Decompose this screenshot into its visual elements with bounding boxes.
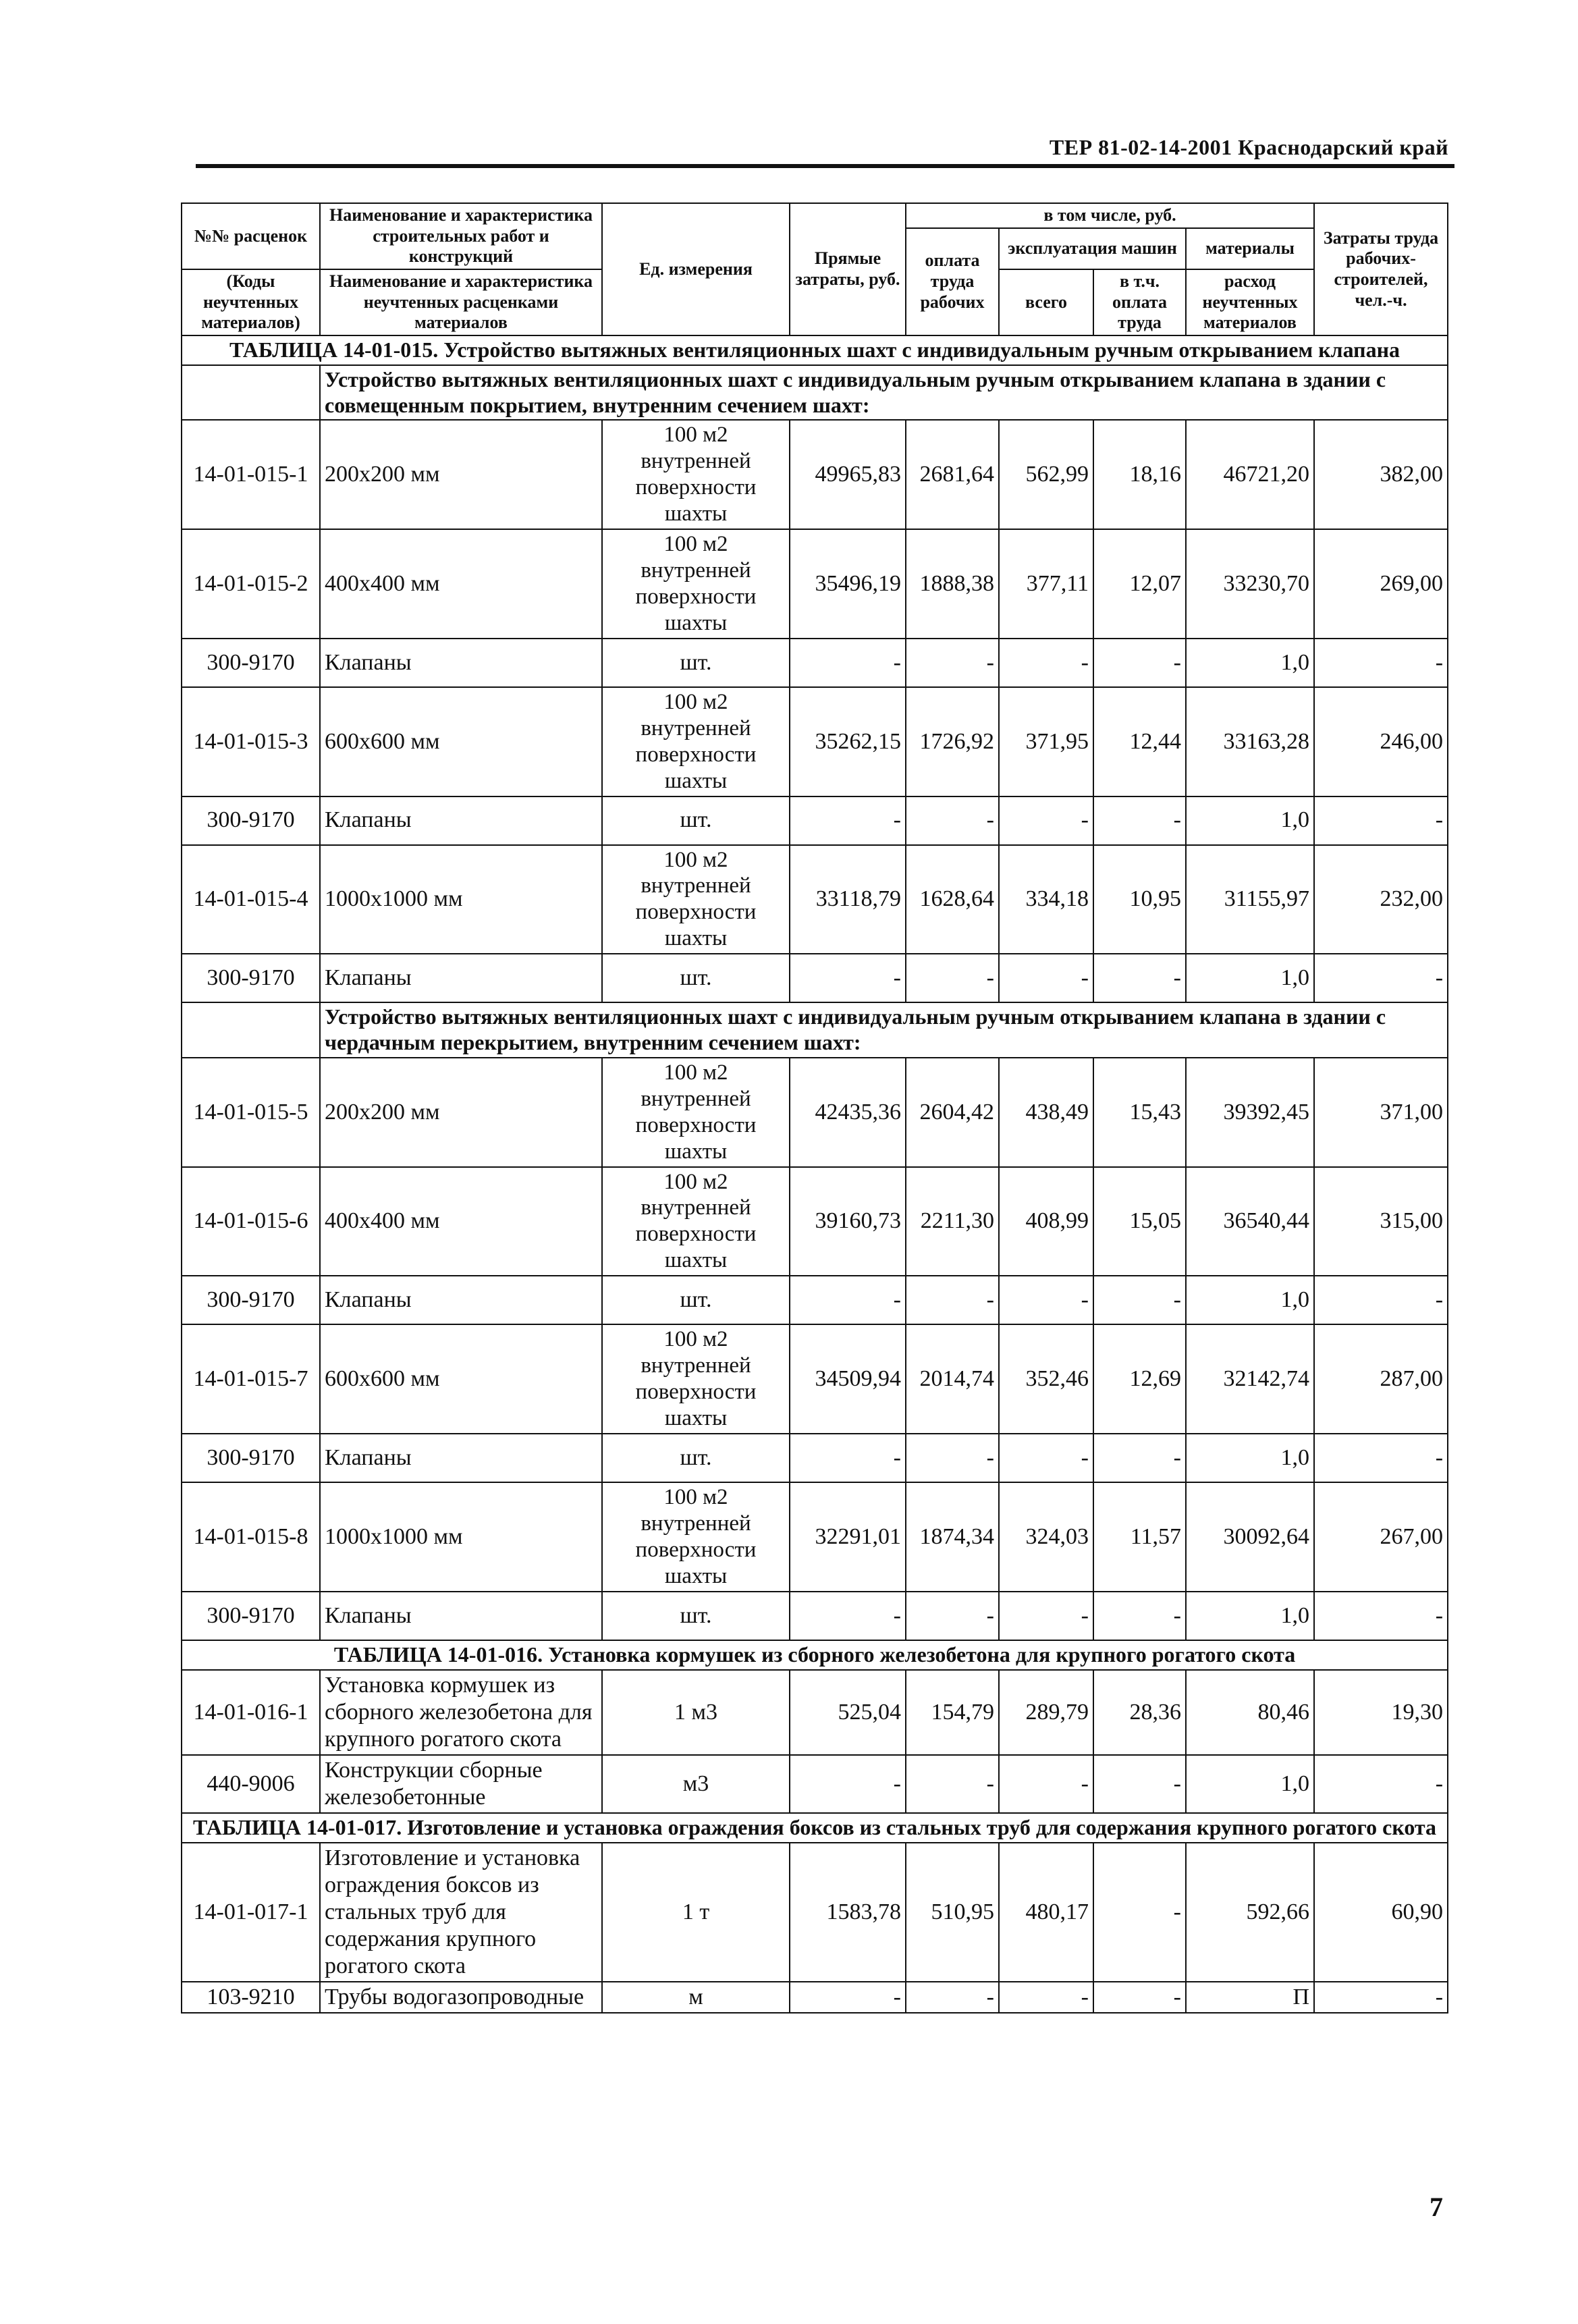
spacer-cell <box>182 1002 320 1058</box>
material-row <box>182 639 1448 687</box>
machines-total: 408,99 <box>999 1167 1093 1276</box>
direct-cost: 35262,15 <box>790 687 906 796</box>
materials: 46721,20 <box>1186 420 1314 529</box>
material-code: 300-9170 <box>182 1434 320 1482</box>
dash-cell: - <box>906 1592 999 1640</box>
labor-hours: 232,00 <box>1314 845 1448 954</box>
subsection-row <box>182 365 1448 421</box>
material-code: 300-9170 <box>182 1276 320 1324</box>
machines-labor: 28,36 <box>1093 1670 1186 1755</box>
labor-pay: 510,95 <box>906 1843 999 1982</box>
material-code: 440-9006 <box>182 1755 320 1813</box>
material-unit: шт. <box>602 1592 790 1640</box>
rate-code: 14-01-017-1 <box>182 1843 320 1982</box>
rate-unit: 100 м2 внутренней поверхности шахты <box>602 529 790 639</box>
labor-hours: 267,00 <box>1314 1482 1448 1592</box>
table-row <box>182 687 1448 796</box>
dash-cell: - <box>1314 1434 1448 1482</box>
col-machines-labor: в т.ч. оплата труда <box>1093 269 1186 335</box>
machines-labor: - <box>1093 1843 1186 1982</box>
rate-code: 14-01-015-7 <box>182 1324 320 1434</box>
col-including: в том числе, руб. <box>906 203 1314 228</box>
table-title: ТАБЛИЦА 14-01-017. Изготовление и установка ограждения боксов из стальных труб для содержания крупного рогатого скота <box>182 1813 1448 1843</box>
col-unit: Ед. измерения <box>602 203 790 335</box>
dash-cell: - <box>906 954 999 1002</box>
table-row <box>182 1670 1448 1755</box>
dash-cell: - <box>790 639 906 687</box>
dash-cell: - <box>790 1276 906 1324</box>
dash-cell: - <box>999 1434 1093 1482</box>
dash-cell: - <box>1093 1276 1186 1324</box>
material-name: Трубы водогазопроводные <box>320 1982 602 2013</box>
material-name: Клапаны <box>320 1592 602 1640</box>
dash-cell: - <box>906 639 999 687</box>
dash-cell: - <box>999 1592 1093 1640</box>
material-unit: шт. <box>602 954 790 1002</box>
dash-cell: - <box>906 796 999 845</box>
col-materials: материалы <box>1186 228 1314 269</box>
rate-name: 600х600 мм <box>320 1324 602 1434</box>
dash-cell: - <box>1314 1276 1448 1324</box>
labor-hours: 287,00 <box>1314 1324 1448 1434</box>
section-row <box>182 1640 1448 1670</box>
material-qty: П <box>1186 1982 1314 2013</box>
section-row <box>182 335 1448 365</box>
dash-cell: - <box>999 1982 1093 2013</box>
material-code: 300-9170 <box>182 954 320 1002</box>
labor-pay: 1874,34 <box>906 1482 999 1592</box>
header-rule <box>196 164 1454 168</box>
machines-labor: 11,57 <box>1093 1482 1186 1592</box>
material-name: Клапаны <box>320 1276 602 1324</box>
materials: 33163,28 <box>1186 687 1314 796</box>
rate-name: 400х400 мм <box>320 529 602 639</box>
col-code-main: №№ расценок <box>182 203 320 269</box>
dash-cell: - <box>999 1276 1093 1324</box>
labor-hours: 382,00 <box>1314 420 1448 529</box>
table-row <box>182 1482 1448 1592</box>
material-name: Клапаны <box>320 954 602 1002</box>
material-name: Клапаны <box>320 1434 602 1482</box>
rate-code: 14-01-015-4 <box>182 845 320 954</box>
labor-hours: 60,90 <box>1314 1843 1448 1982</box>
material-qty: 1,0 <box>1186 1592 1314 1640</box>
dash-cell: - <box>1093 954 1186 1002</box>
materials: 39392,45 <box>1186 1058 1314 1167</box>
labor-pay: 154,79 <box>906 1670 999 1755</box>
table-row <box>182 420 1448 529</box>
material-row <box>182 1755 1448 1813</box>
subsection-row <box>182 1002 1448 1058</box>
material-row <box>182 1592 1448 1640</box>
rate-code: 14-01-015-2 <box>182 529 320 639</box>
dash-cell: - <box>1314 796 1448 845</box>
dash-cell: - <box>1093 1755 1186 1813</box>
labor-hours: 371,00 <box>1314 1058 1448 1167</box>
col-machines: эксплуатация машин <box>999 228 1186 269</box>
subsection-title: Устройство вытяжных вентиляционных шахт с индивидуальным ручным открыванием клапана в здании с совмещенным покрытием, внутренним сечением шахт: <box>320 365 1448 421</box>
material-unit: м <box>602 1982 790 2013</box>
col-name-main: Наименование и характеристика строительных работ и конструкций <box>320 203 602 269</box>
material-row <box>182 796 1448 845</box>
materials: 33230,70 <box>1186 529 1314 639</box>
section-row <box>182 1813 1448 1843</box>
material-qty: 1,0 <box>1186 796 1314 845</box>
direct-cost: 49965,83 <box>790 420 906 529</box>
rate-name: 400х400 мм <box>320 1167 602 1276</box>
machines-total: 371,95 <box>999 687 1093 796</box>
dash-cell: - <box>999 796 1093 845</box>
material-row <box>182 1276 1448 1324</box>
direct-cost: 35496,19 <box>790 529 906 639</box>
dash-cell: - <box>1093 639 1186 687</box>
dash-cell: - <box>906 1982 999 2013</box>
rate-unit: 100 м2 внутренней поверхности шахты <box>602 420 790 529</box>
material-unit: шт. <box>602 1434 790 1482</box>
materials: 80,46 <box>1186 1670 1314 1755</box>
material-unit: м3 <box>602 1755 790 1813</box>
table-title: ТАБЛИЦА 14-01-016. Установка кормушек из сборного железобетона для крупного рогатого скота <box>182 1640 1448 1670</box>
rate-code: 14-01-015-1 <box>182 420 320 529</box>
direct-cost: 33118,79 <box>790 845 906 954</box>
dash-cell: - <box>1093 1982 1186 2013</box>
dash-cell: - <box>1314 954 1448 1002</box>
dash-cell: - <box>999 1755 1093 1813</box>
rate-unit: 1 м3 <box>602 1670 790 1755</box>
material-qty: 1,0 <box>1186 954 1314 1002</box>
table-row <box>182 529 1448 639</box>
materials: 32142,74 <box>1186 1324 1314 1434</box>
material-name: Клапаны <box>320 639 602 687</box>
materials: 30092,64 <box>1186 1482 1314 1592</box>
machines-total: 289,79 <box>999 1670 1093 1755</box>
dash-cell: - <box>790 1755 906 1813</box>
labor-hours: 315,00 <box>1314 1167 1448 1276</box>
dash-cell: - <box>1314 1592 1448 1640</box>
machines-labor: 12,44 <box>1093 687 1186 796</box>
rate-name: 1000х1000 мм <box>320 1482 602 1592</box>
labor-pay: 1726,92 <box>906 687 999 796</box>
labor-pay: 2211,30 <box>906 1167 999 1276</box>
material-name: Клапаны <box>320 796 602 845</box>
dash-cell: - <box>790 1434 906 1482</box>
dash-cell: - <box>1314 1755 1448 1813</box>
labor-pay: 2604,42 <box>906 1058 999 1167</box>
dash-cell: - <box>906 1434 999 1482</box>
table-row <box>182 1058 1448 1167</box>
col-materials-sub: расход неучтенных материалов <box>1186 269 1314 335</box>
rate-code: 14-01-015-6 <box>182 1167 320 1276</box>
col-direct: Прямые затраты, руб. <box>790 203 906 335</box>
col-labor-pay: оплата труда рабочих <box>906 228 999 335</box>
material-code: 103-9210 <box>182 1982 320 2013</box>
rate-unit: 100 м2 внутренней поверхности шахты <box>602 845 790 954</box>
dash-cell: - <box>790 1982 906 2013</box>
machines-total: 480,17 <box>999 1843 1093 1982</box>
header-row <box>182 203 1448 228</box>
dash-cell: - <box>906 1276 999 1324</box>
rate-name: Изготовление и установка ограждения боксов из стальных труб для содержания крупного рогатого скота <box>320 1843 602 1982</box>
labor-pay: 1888,38 <box>906 529 999 639</box>
dash-cell: - <box>790 954 906 1002</box>
materials: 592,66 <box>1186 1843 1314 1982</box>
machines-total: 562,99 <box>999 420 1093 529</box>
dash-cell: - <box>1093 796 1186 845</box>
table-row <box>182 1324 1448 1434</box>
material-code: 300-9170 <box>182 1592 320 1640</box>
rate-name: 1000х1000 мм <box>320 845 602 954</box>
dash-cell: - <box>1093 1592 1186 1640</box>
spacer-cell <box>182 365 320 421</box>
rate-name: 200х200 мм <box>320 1058 602 1167</box>
col-machines-total: всего <box>999 269 1093 335</box>
page-number: 7 <box>1430 2192 1443 2222</box>
materials: 31155,97 <box>1186 845 1314 954</box>
dash-cell: - <box>1093 1434 1186 1482</box>
document-header: ТЕР 81-02-14-2001 Краснодарский край <box>1049 135 1448 159</box>
machines-labor: 15,43 <box>1093 1058 1186 1167</box>
labor-hours: 246,00 <box>1314 687 1448 796</box>
dash-cell: - <box>999 639 1093 687</box>
machines-labor: 12,69 <box>1093 1324 1186 1434</box>
rate-code: 14-01-015-3 <box>182 687 320 796</box>
dash-cell: - <box>790 1592 906 1640</box>
table-row <box>182 1167 1448 1276</box>
machines-total: 377,11 <box>999 529 1093 639</box>
material-qty: 1,0 <box>1186 1434 1314 1482</box>
material-code: 300-9170 <box>182 639 320 687</box>
rate-unit: 100 м2 внутренней поверхности шахты <box>602 1324 790 1434</box>
material-unit: шт. <box>602 639 790 687</box>
labor-pay: 2014,74 <box>906 1324 999 1434</box>
material-row <box>182 1982 1448 2013</box>
rate-name: 600х600 мм <box>320 687 602 796</box>
machines-labor: 15,05 <box>1093 1167 1186 1276</box>
material-unit: шт. <box>602 1276 790 1324</box>
direct-cost: 39160,73 <box>790 1167 906 1276</box>
table-row <box>182 845 1448 954</box>
direct-cost: 525,04 <box>790 1670 906 1755</box>
machines-total: 352,46 <box>999 1324 1093 1434</box>
machines-labor: 12,07 <box>1093 529 1186 639</box>
rate-code: 14-01-015-8 <box>182 1482 320 1592</box>
col-name-sub: Наименование и характеристика неучтенных расценками материалов <box>320 269 602 335</box>
table-row <box>182 1843 1448 1982</box>
material-name: Конструкции сборные железобетонные <box>320 1755 602 1813</box>
labor-hours: 19,30 <box>1314 1670 1448 1755</box>
material-qty: 1,0 <box>1186 1276 1314 1324</box>
rate-name: Установка кормушек из сборного железобетона для крупного рогатого скота <box>320 1670 602 1755</box>
machines-total: 438,49 <box>999 1058 1093 1167</box>
labor-hours: 269,00 <box>1314 529 1448 639</box>
col-labor-cost: Затраты труда рабочих-строителей, чел.-ч. <box>1314 203 1448 335</box>
table-title: ТАБЛИЦА 14-01-015. Устройство вытяжных вентиляционных шахт с индивидуальным ручным открыванием клапана <box>182 335 1448 365</box>
rate-code: 14-01-016-1 <box>182 1670 320 1755</box>
rate-name: 200х200 мм <box>320 420 602 529</box>
direct-cost: 34509,94 <box>790 1324 906 1434</box>
rates-table <box>181 202 1448 2014</box>
rate-unit: 100 м2 внутренней поверхности шахты <box>602 1167 790 1276</box>
direct-cost: 32291,01 <box>790 1482 906 1592</box>
machines-total: 324,03 <box>999 1482 1093 1592</box>
material-qty: 1,0 <box>1186 639 1314 687</box>
dash-cell: - <box>790 796 906 845</box>
rate-unit: 100 м2 внутренней поверхности шахты <box>602 1058 790 1167</box>
dash-cell: - <box>1314 1982 1448 2013</box>
material-code: 300-9170 <box>182 796 320 845</box>
machines-total: 334,18 <box>999 845 1093 954</box>
subsection-title: Устройство вытяжных вентиляционных шахт с индивидуальным ручным открыванием клапана в здании с чердачным перекрытием, внутренним сечением шахт: <box>320 1002 1448 1058</box>
direct-cost: 42435,36 <box>790 1058 906 1167</box>
labor-pay: 1628,64 <box>906 845 999 954</box>
material-unit: шт. <box>602 796 790 845</box>
materials: 36540,44 <box>1186 1167 1314 1276</box>
dash-cell: - <box>1314 639 1448 687</box>
direct-cost: 1583,78 <box>790 1843 906 1982</box>
dash-cell: - <box>906 1755 999 1813</box>
material-row <box>182 954 1448 1002</box>
machines-labor: 10,95 <box>1093 845 1186 954</box>
material-row <box>182 1434 1448 1482</box>
col-code-sub: (Коды неучтенных материалов) <box>182 269 320 335</box>
rate-unit: 100 м2 внутренней поверхности шахты <box>602 687 790 796</box>
labor-pay: 2681,64 <box>906 420 999 529</box>
rate-code: 14-01-015-5 <box>182 1058 320 1167</box>
dash-cell: - <box>999 954 1093 1002</box>
material-qty: 1,0 <box>1186 1755 1314 1813</box>
rate-unit: 100 м2 внутренней поверхности шахты <box>602 1482 790 1592</box>
rate-unit: 1 т <box>602 1843 790 1982</box>
machines-labor: 18,16 <box>1093 420 1186 529</box>
